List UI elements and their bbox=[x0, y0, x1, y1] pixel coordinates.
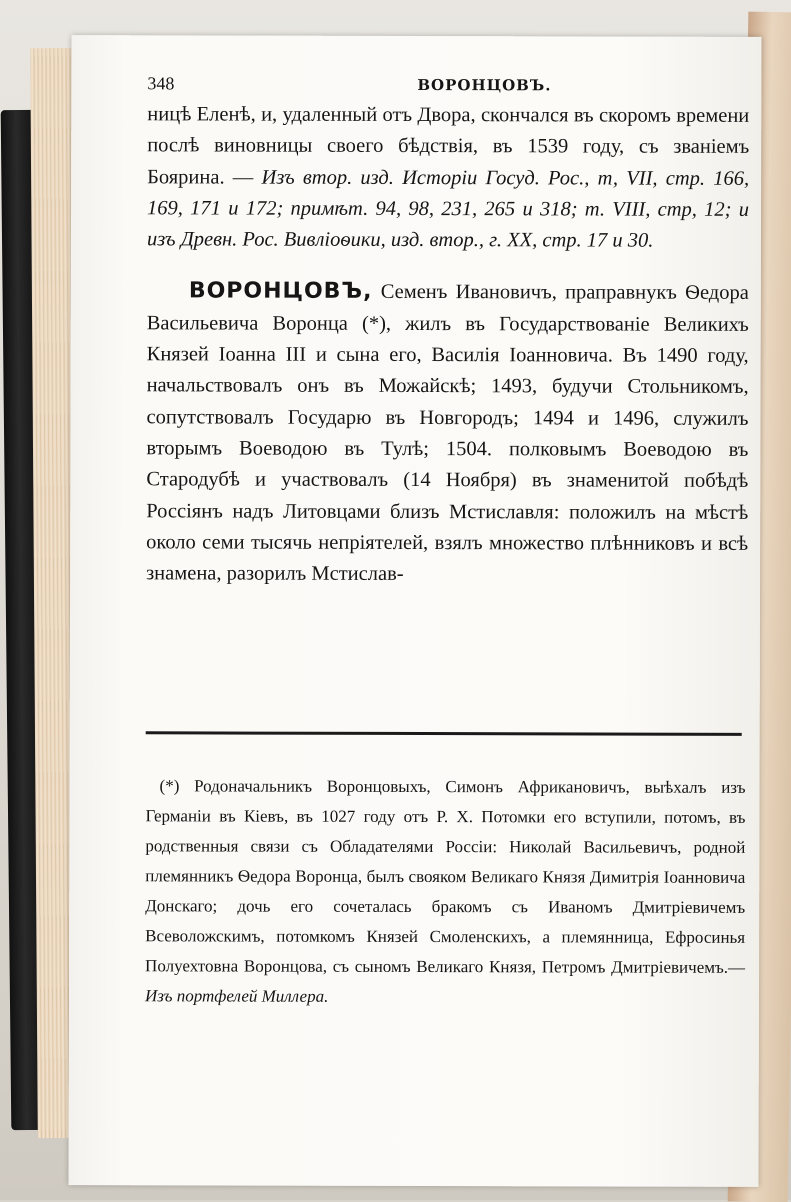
running-head: ВОРОНЦОВЪ. bbox=[417, 76, 552, 95]
footnote-divider bbox=[146, 731, 742, 736]
footnote-paragraph bbox=[145, 771, 746, 1013]
entry-text: Семенъ Ивановичъ, праправнукъ Ѳедора Васильевича Воронца (*), жилъ въ Государствованіе Великихъ Князей Іоанна III и сына его, Василія Іоанновича. Въ 1490 году, начальствовалъ онъ въ Можайскѣ; 1493, будучи Стольникомъ, сопутствовалъ Государю въ Новгородъ; 1494 и 1496, служилъ вторымъ Воеводою въ Тулѣ; 1504. полковымъ Воеводою въ Стародубѣ и участвовалъ (14 Ноября) въ знаменитой побѣдѣ Россіянъ надъ Литовцами близъ Мстиславля: положилъ на мѣстѣ около семи тысячь непріятелей, взялъ множество плѣнниковъ и всѣ знамена, разорилъ Мстислав- bbox=[146, 281, 749, 586]
paragraph-text: ницѣ Еленѣ, и, удаленный отъ Двора, скончался въ скоромъ времени послѣ виновницы своего бѣдствія, въ 1539 году, съ званіемъ Боярина. — bbox=[147, 103, 750, 189]
entry-headword: ВОРОНЦОВЪ, bbox=[188, 278, 373, 305]
main-text bbox=[146, 99, 749, 591]
page-number: 348 bbox=[147, 73, 175, 94]
entry-paragraph bbox=[146, 276, 749, 592]
paragraph-continuation bbox=[147, 99, 749, 257]
footnote bbox=[145, 771, 746, 1013]
book-page bbox=[68, 35, 761, 1187]
footnote-source: Изъ портфелей Миллера. bbox=[144, 986, 329, 1006]
footnote-text: (*) Родоначальникъ Воронцовыхъ, Симонъ Африкановичъ, выѣхалъ изъ Германіи въ Кіевъ, въ 1027 году отъ Р. Х. Потомки его вступили, потомъ, въ родственныя связи съ Обладателями Россіи: Николай Васильевичъ, родной племянникъ Ѳедора Воронца, былъ свояком Великаго Князя Димитрія Іоанновича Донскаго; дочь его сочеталась бракомъ съ Иваномъ Дмитріевичемъ Всеволожскимъ, потомкомъ Князей Смоленскихъ, а племянница, Ефросинья Полуехтовна Воронцова, съ сыномъ Великаго Князя, Петромъ Дмитріевичемъ.— bbox=[145, 776, 746, 977]
source-citation: Изъ втор. изд. Исторіи Госуд. Рос., т, VII, стр. 166, 169, 171 и 172; примѣт. 94, 98, 231, 265 и 318; т. VIII, стр, 12; и изъ Древн. Рос. Вивліоѳики, изд. втор., г. XX, стр. 17 и 30. bbox=[146, 166, 750, 252]
